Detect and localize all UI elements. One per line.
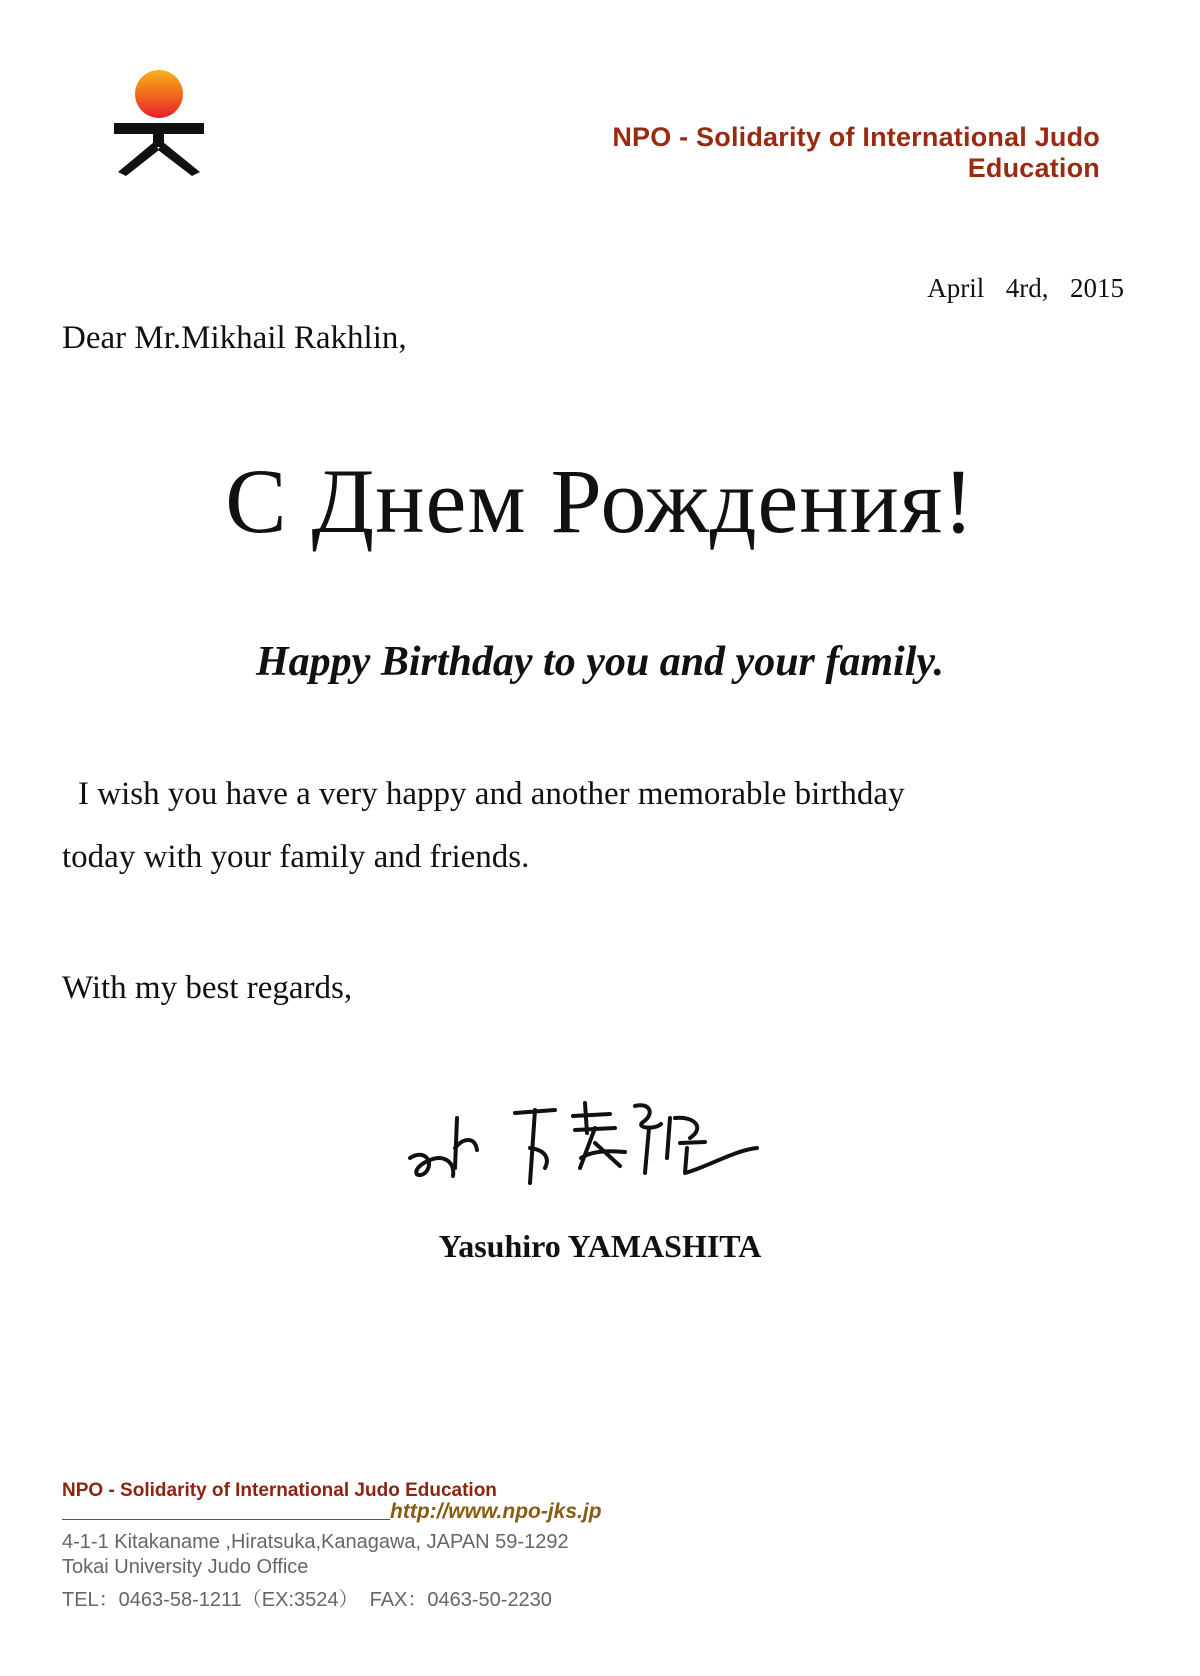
footer-office: Tokai University Judo Office <box>62 1556 309 1578</box>
footer-address: 4-1-1 Kitakaname ,Hiratsuka,Kanagawa, JAPAN 59-1292 <box>62 1531 569 1553</box>
handwritten-signature-icon <box>405 1088 795 1188</box>
footer-contact: TEL：0463-58-1211（EX:3524） FAX：0463-50-2230 <box>62 1589 552 1611</box>
salutation: Dear Mr.Mikhail Rakhlin, <box>62 320 407 356</box>
body-line-2: today with your family and friends. <box>62 839 530 875</box>
header-organization: NPO - Solidarity of International Judo Education <box>612 122 1100 183</box>
closing: With my best regards, <box>62 970 353 1006</box>
judo-sun-logo-icon <box>114 70 206 176</box>
footer-url-link[interactable]: http://www.npo-jks.jp <box>390 1500 602 1523</box>
body-line-1: I wish you have a very happy and another memorable birthday <box>78 776 905 812</box>
footer-divider <box>62 1519 390 1520</box>
signer-name: Yasuhiro YAMASHITA <box>438 1228 762 1264</box>
greeting-subheading: Happy Birthday to you and your family. <box>256 639 944 685</box>
footer-organization: NPO - Solidarity of International Judo Education <box>62 1480 497 1501</box>
letter-date: April 4rd, 2015 <box>927 273 1124 303</box>
greeting-heading: С Днем Рождения! <box>225 450 975 552</box>
